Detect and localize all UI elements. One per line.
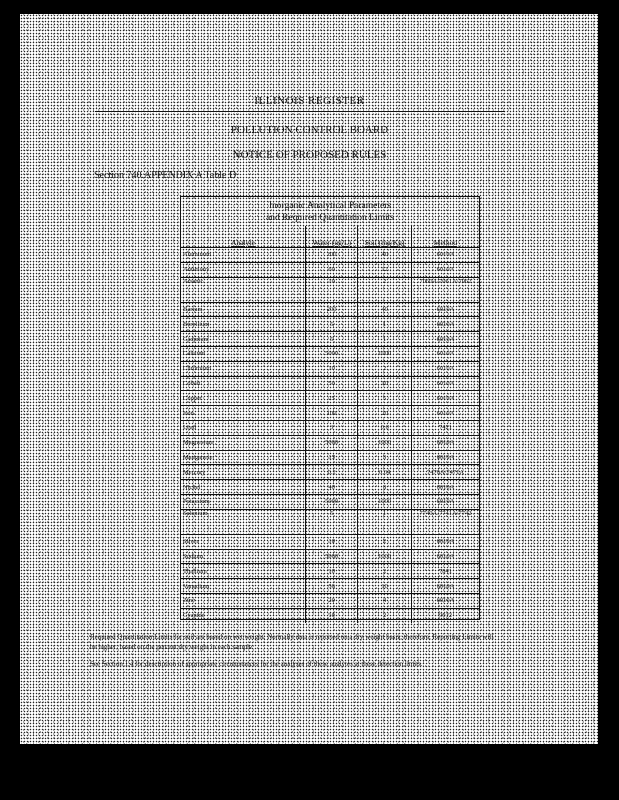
table-row	[181, 494, 479, 509]
cell-water: 40	[306, 480, 358, 495]
cell-soil: 2	[358, 534, 412, 549]
table-row	[181, 317, 479, 332]
cell-water: 5000	[306, 435, 358, 450]
cell-method: 6010A	[411, 346, 479, 361]
cell-water: 200	[306, 248, 358, 263]
caption-line-1: Inorganic Analytical Parameters	[268, 201, 392, 211]
analyte-table	[181, 226, 479, 623]
column-header-water: Water (ug/L)	[306, 226, 358, 248]
cell-analyte: Aluminum	[181, 248, 306, 263]
cell-soil: 2	[358, 608, 412, 622]
table-row	[181, 480, 479, 495]
table-row	[181, 277, 479, 302]
register-title: ILLINOIS REGISTER	[254, 95, 365, 107]
cell-water: 10	[306, 277, 358, 302]
cell-analyte: Manganese	[181, 450, 306, 465]
table-row	[181, 579, 479, 594]
table-row	[181, 564, 479, 579]
cell-soil: 1000	[358, 435, 412, 450]
cell-soil: 12	[358, 262, 412, 277]
cell-analyte: Antimony	[181, 262, 306, 277]
cell-water: 5000	[306, 549, 358, 564]
cell-method: 6010A	[411, 435, 479, 450]
cell-analyte: Calcium	[181, 346, 306, 361]
cell-analyte: Chromium	[181, 361, 306, 376]
notice-title: NOTICE OF PROPOSED RULES	[232, 149, 387, 161]
cell-method: 7740A/7741A/7742	[411, 509, 479, 534]
cell-water: 5000	[306, 494, 358, 509]
cell-method: 6010A	[411, 332, 479, 347]
cell-method: 6010A	[411, 262, 479, 277]
cell-water: 50	[306, 376, 358, 391]
cell-analyte: Lead	[181, 420, 306, 435]
cell-method: 7470A/7471A	[411, 465, 479, 480]
cell-method: 6010A	[411, 248, 479, 263]
cell-method: 6010A	[411, 579, 479, 594]
cell-soil: 1	[358, 509, 412, 534]
cell-analyte: Copper	[181, 391, 306, 406]
analyte-table-box	[180, 196, 480, 620]
cell-method: 6010A	[411, 494, 479, 509]
table-row	[181, 509, 479, 534]
cell-soil: 2	[358, 277, 412, 302]
table-row	[181, 361, 479, 376]
footnote-section-ref: See Section 1.4 for description of appropriate circumstances for the analyses of these analytes at these detection limits.	[90, 660, 423, 668]
table-row	[181, 549, 479, 564]
cell-method: 6010A	[411, 480, 479, 495]
cell-soil: 10	[358, 376, 412, 391]
cell-soil: 10	[358, 579, 412, 594]
cell-method: 6010A	[411, 593, 479, 608]
header-rule	[95, 111, 505, 112]
scan-border-right	[598, 0, 619, 800]
cell-soil: 40	[358, 248, 412, 263]
cell-water: 20	[306, 593, 358, 608]
cell-analyte: Mercury	[181, 465, 306, 480]
board-title: POLLUTION CONTROL BOARD	[230, 124, 389, 136]
cell-analyte: Vanadium	[181, 579, 306, 594]
cell-soil: 5	[358, 391, 412, 406]
cell-water: 5000	[306, 346, 358, 361]
cell-water: 100	[306, 406, 358, 421]
cell-soil: 4	[358, 593, 412, 608]
column-header-analyte: Analyte	[181, 226, 306, 248]
cell-method: 6010A	[411, 391, 479, 406]
column-header-soil: Soil (mg/Kg)	[358, 226, 412, 248]
table-row	[181, 376, 479, 391]
cell-analyte: Sodium	[181, 549, 306, 564]
cell-method: 6010A	[411, 317, 479, 332]
cell-water: 5	[306, 332, 358, 347]
cell-method: 6010A	[411, 376, 479, 391]
cell-method: 7841	[411, 564, 479, 579]
cell-soil: 0.04	[358, 465, 412, 480]
cell-soil: 8	[358, 480, 412, 495]
table-header-row	[181, 226, 479, 248]
cell-soil: 20	[358, 406, 412, 421]
footnote-quantitation: Required Quantitation Limits for soil are based on wet weight. Normally data is reported on a dry weight basis; therefore, Reporting Limits will be higher, based on the percent dry weight in each sample.	[90, 633, 494, 651]
cell-soil: 3	[358, 450, 412, 465]
cell-analyte: Zinc	[181, 593, 306, 608]
table-row	[181, 262, 479, 277]
table-row	[181, 593, 479, 608]
caption-line-2: and Required Quantitation Limits	[266, 213, 394, 223]
table-row	[181, 435, 479, 450]
cell-analyte: Magnesium	[181, 435, 306, 450]
table-row	[181, 332, 479, 347]
cell-analyte: Cadmium	[181, 332, 306, 347]
cell-soil: 40	[358, 302, 412, 317]
cell-soil: 1	[358, 317, 412, 332]
cell-analyte: Cyanide	[181, 608, 306, 622]
cell-soil: 2	[358, 361, 412, 376]
cell-method: 6010A	[411, 406, 479, 421]
table-row	[181, 465, 479, 480]
cell-method: 6010A	[411, 450, 479, 465]
cell-water: 60	[306, 262, 358, 277]
cell-method: 6010A	[411, 549, 479, 564]
cell-analyte: Nickel	[181, 480, 306, 495]
cell-method: 6010A	[411, 302, 479, 317]
table-row	[181, 608, 479, 622]
cell-water: 25	[306, 391, 358, 406]
cell-analyte: Silver	[181, 534, 306, 549]
section-heading: Section 740.APPENDIX A Table D	[94, 170, 237, 181]
table-row	[181, 346, 479, 361]
cell-water: 10	[306, 361, 358, 376]
cell-soil: 1000	[358, 549, 412, 564]
cell-water: 5	[306, 509, 358, 534]
table-row	[181, 302, 479, 317]
table-row	[181, 406, 479, 421]
scan-border-bottom	[0, 744, 619, 800]
cell-water: 10	[306, 608, 358, 622]
cell-method: 6010A	[411, 534, 479, 549]
cell-analyte: Selenium	[181, 509, 306, 534]
column-header-method: Method	[411, 226, 479, 248]
cell-water: 50	[306, 579, 358, 594]
cell-analyte: Potassium	[181, 494, 306, 509]
table-row	[181, 248, 479, 263]
cell-water: 0.2	[306, 465, 358, 480]
cell-soil: 1	[358, 332, 412, 347]
table-caption	[181, 197, 479, 226]
cell-method: 9012	[411, 608, 479, 622]
table-row	[181, 450, 479, 465]
cell-water: 200	[306, 302, 358, 317]
table-row	[181, 534, 479, 549]
cell-water: 5	[306, 317, 358, 332]
cell-soil: 2	[358, 564, 412, 579]
cell-method: 6010A	[411, 361, 479, 376]
table-row	[181, 420, 479, 435]
cell-soil: 0.6	[358, 420, 412, 435]
cell-analyte: Barium	[181, 302, 306, 317]
cell-method: 7421	[411, 420, 479, 435]
cell-analyte: Beryllium	[181, 317, 306, 332]
cell-water: 3	[306, 420, 358, 435]
cell-analyte: Thallium	[181, 564, 306, 579]
cell-method: 7060A/7061A/7062	[411, 277, 479, 302]
cell-water: 10	[306, 534, 358, 549]
cell-analyte: Cobalt	[181, 376, 306, 391]
table-row	[181, 391, 479, 406]
table-body	[181, 248, 479, 623]
cell-analyte: Iron	[181, 406, 306, 421]
cell-water: 15	[306, 450, 358, 465]
cell-water: 10	[306, 564, 358, 579]
cell-soil: 1000	[358, 346, 412, 361]
cell-analyte: Arsenic	[181, 277, 306, 302]
cell-soil: 1000	[358, 494, 412, 509]
